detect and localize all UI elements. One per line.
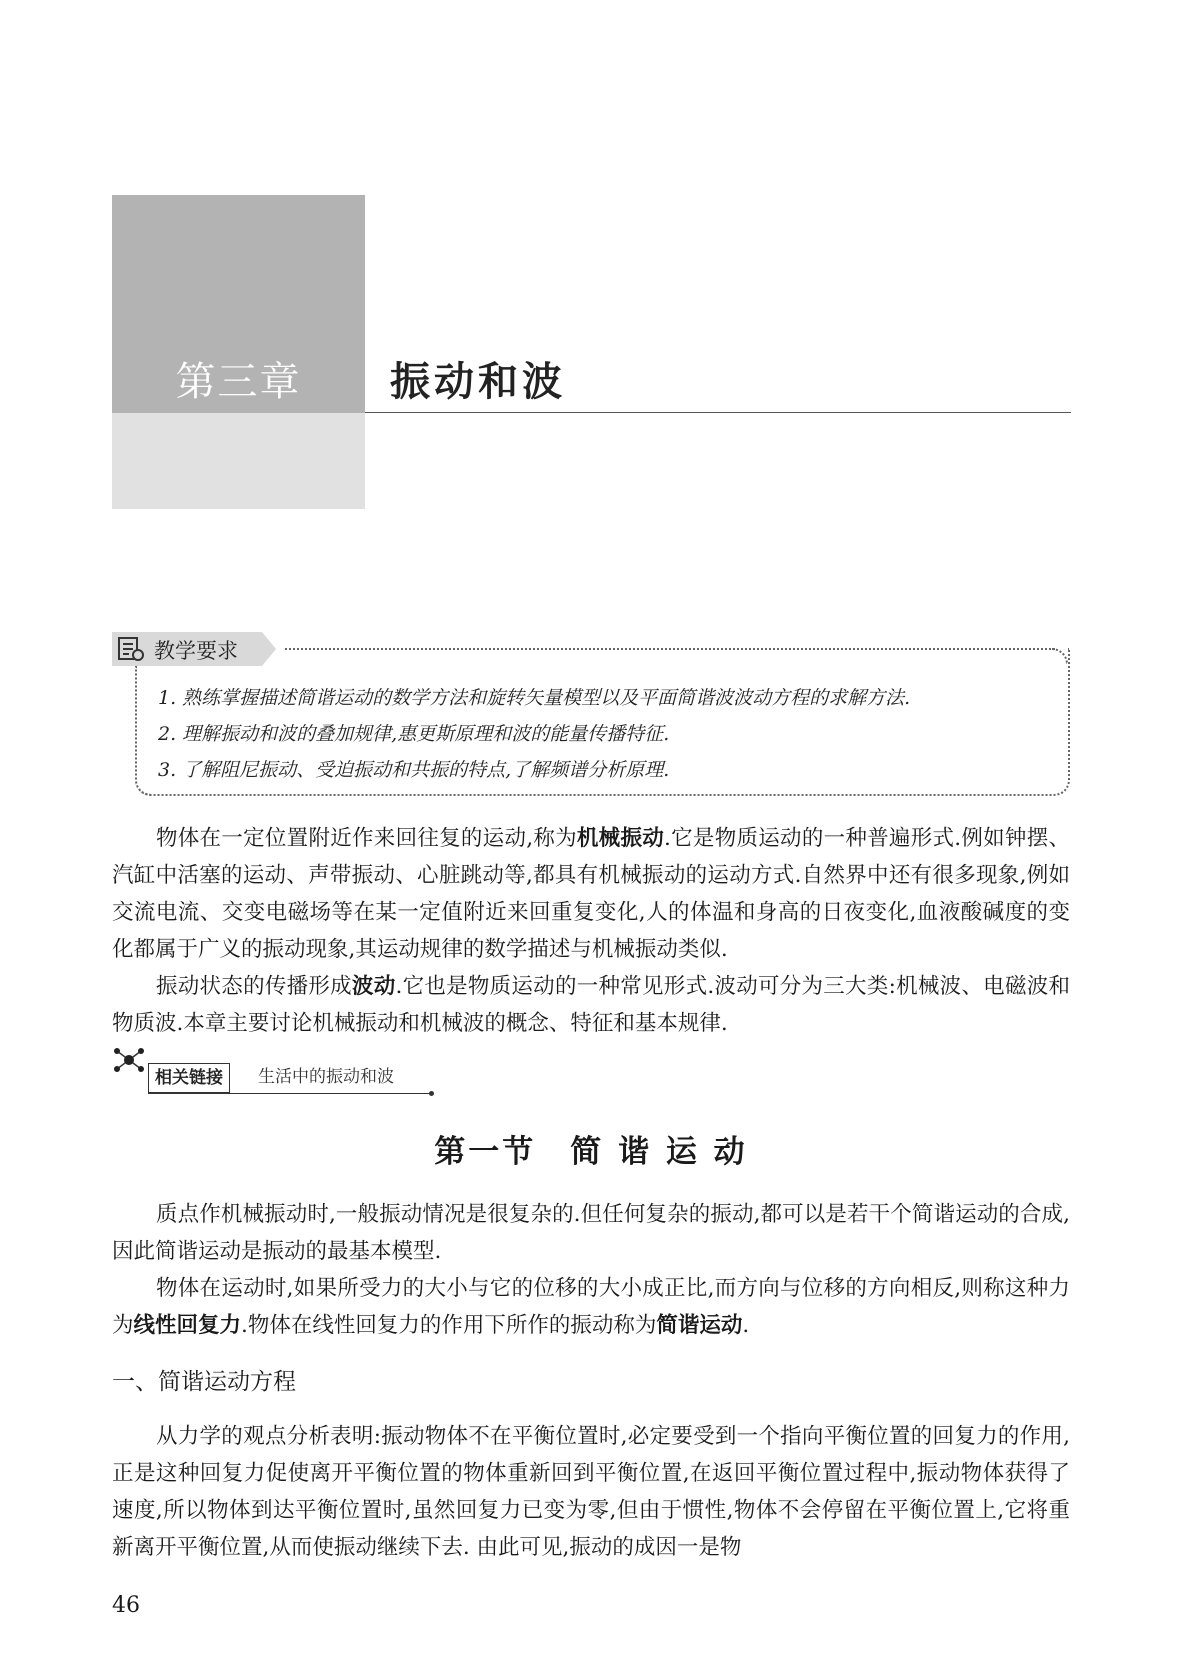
section-title: 第一节 简 谐 运 动 <box>434 1134 748 1170</box>
section-p2-a: 物体在运动时,如果所受力的大小与它的位移的大小成正比,而方向与位移的方向相反,则称这种力为 <box>112 1276 1070 1338</box>
term-simple-harmonic-motion: 简谐运动 <box>656 1313 743 1338</box>
section-p2-c: . <box>742 1313 750 1338</box>
page-number: 46 <box>112 1593 140 1618</box>
intro-p2-a: 振动状态的传播形成 <box>156 974 352 999</box>
intro-p1-b: .它是物质运动的一种普遍形式.例如钟摆、汽缸中活塞的运动、声带振动、心脏跳动等,都具有机械振动的运动方式.自然界中还有很多现象,例如交流电流、交变电磁场等在某一定值附近来回重复变化,人的体温和身高的日夜变化,血液酸碱度的变化都属于广义的振动现象,其运动规律的数学描述与机械振动类似. <box>112 826 1070 962</box>
section-paragraph-2 <box>112 1270 1070 1344</box>
term-mechanical-vibration: 机械振动 <box>576 826 665 851</box>
term-linear-restoring-force: 线性回复力 <box>133 1313 242 1338</box>
requirement-item: 3. 了解阻尼振动、受迫振动和共振的特点,了解频谱分析原理. <box>158 759 670 781</box>
intro-paragraph-1 <box>112 820 1070 968</box>
chapter-title-rule <box>365 412 1071 413</box>
requirement-item: 2. 理解振动和波的叠加规律,惠更斯原理和波的能量传播特征. <box>158 723 670 745</box>
chapter-title: 振动和波 <box>390 359 566 405</box>
intro-p2-b: .它也是物质运动的一种常见形式.波动可分为三大类:机械波、电磁波和物质波.本章主要讨论机械振动和机械波的概念、特征和基本规律. <box>112 974 1070 1036</box>
section-paragraph-1: 质点作机械振动时,一般振动情况是很复杂的.但任何复杂的振动,都可以是若干个简谐运动的合成,因此简谐运动是振动的最基本模型. <box>112 1202 1070 1264</box>
related-link-dot <box>429 1091 434 1096</box>
intro-paragraph-2 <box>112 968 1070 1042</box>
molecule-icon <box>112 1045 146 1075</box>
checklist-icon <box>116 636 146 662</box>
term-wave: 波动 <box>351 974 396 999</box>
requirements-label-arrow <box>262 632 276 666</box>
chapter-header-block-lower <box>112 413 365 509</box>
requirements-label-text: 教学要求 <box>154 639 238 663</box>
requirements-list <box>158 680 910 788</box>
chapter-number: 第三章 <box>175 359 302 405</box>
section-paragraph-3: 从力学的观点分析表明:振动物体不在平衡位置时,必定要受到一个指向平衡位置的回复力的作用,正是这种回复力促使离开平衡位置的物体重新回到平衡位置,在返回平衡位置过程中,振动物体获得了速度,所以物体到达平衡位置时,虽然回复力已变为零,但由于惯性,物体不会停留在平衡位置上,它将重新离开平衡位置,从而使振动继续下去. 由此可见,振动的成因一是物 <box>112 1424 1070 1560</box>
requirements-label <box>112 632 277 666</box>
requirement-item: 1. 熟练掌握描述简谐运动的数学方法和旋转矢量模型以及平面简谐波波动方程的求解方法. <box>158 687 911 709</box>
subsection-title: 一、简谐运动方程 <box>112 1369 296 1395</box>
section-p2-b: .物体在线性回复力的作用下所作的振动称为 <box>241 1313 657 1338</box>
related-link-text[interactable]: 生活中的振动和波 <box>258 1067 394 1087</box>
intro-p1-a: 物体在一定位置附近作来回往复的运动,称为 <box>156 826 577 851</box>
related-link-label: 相关链接 <box>148 1063 230 1093</box>
related-link-underline <box>148 1093 432 1094</box>
